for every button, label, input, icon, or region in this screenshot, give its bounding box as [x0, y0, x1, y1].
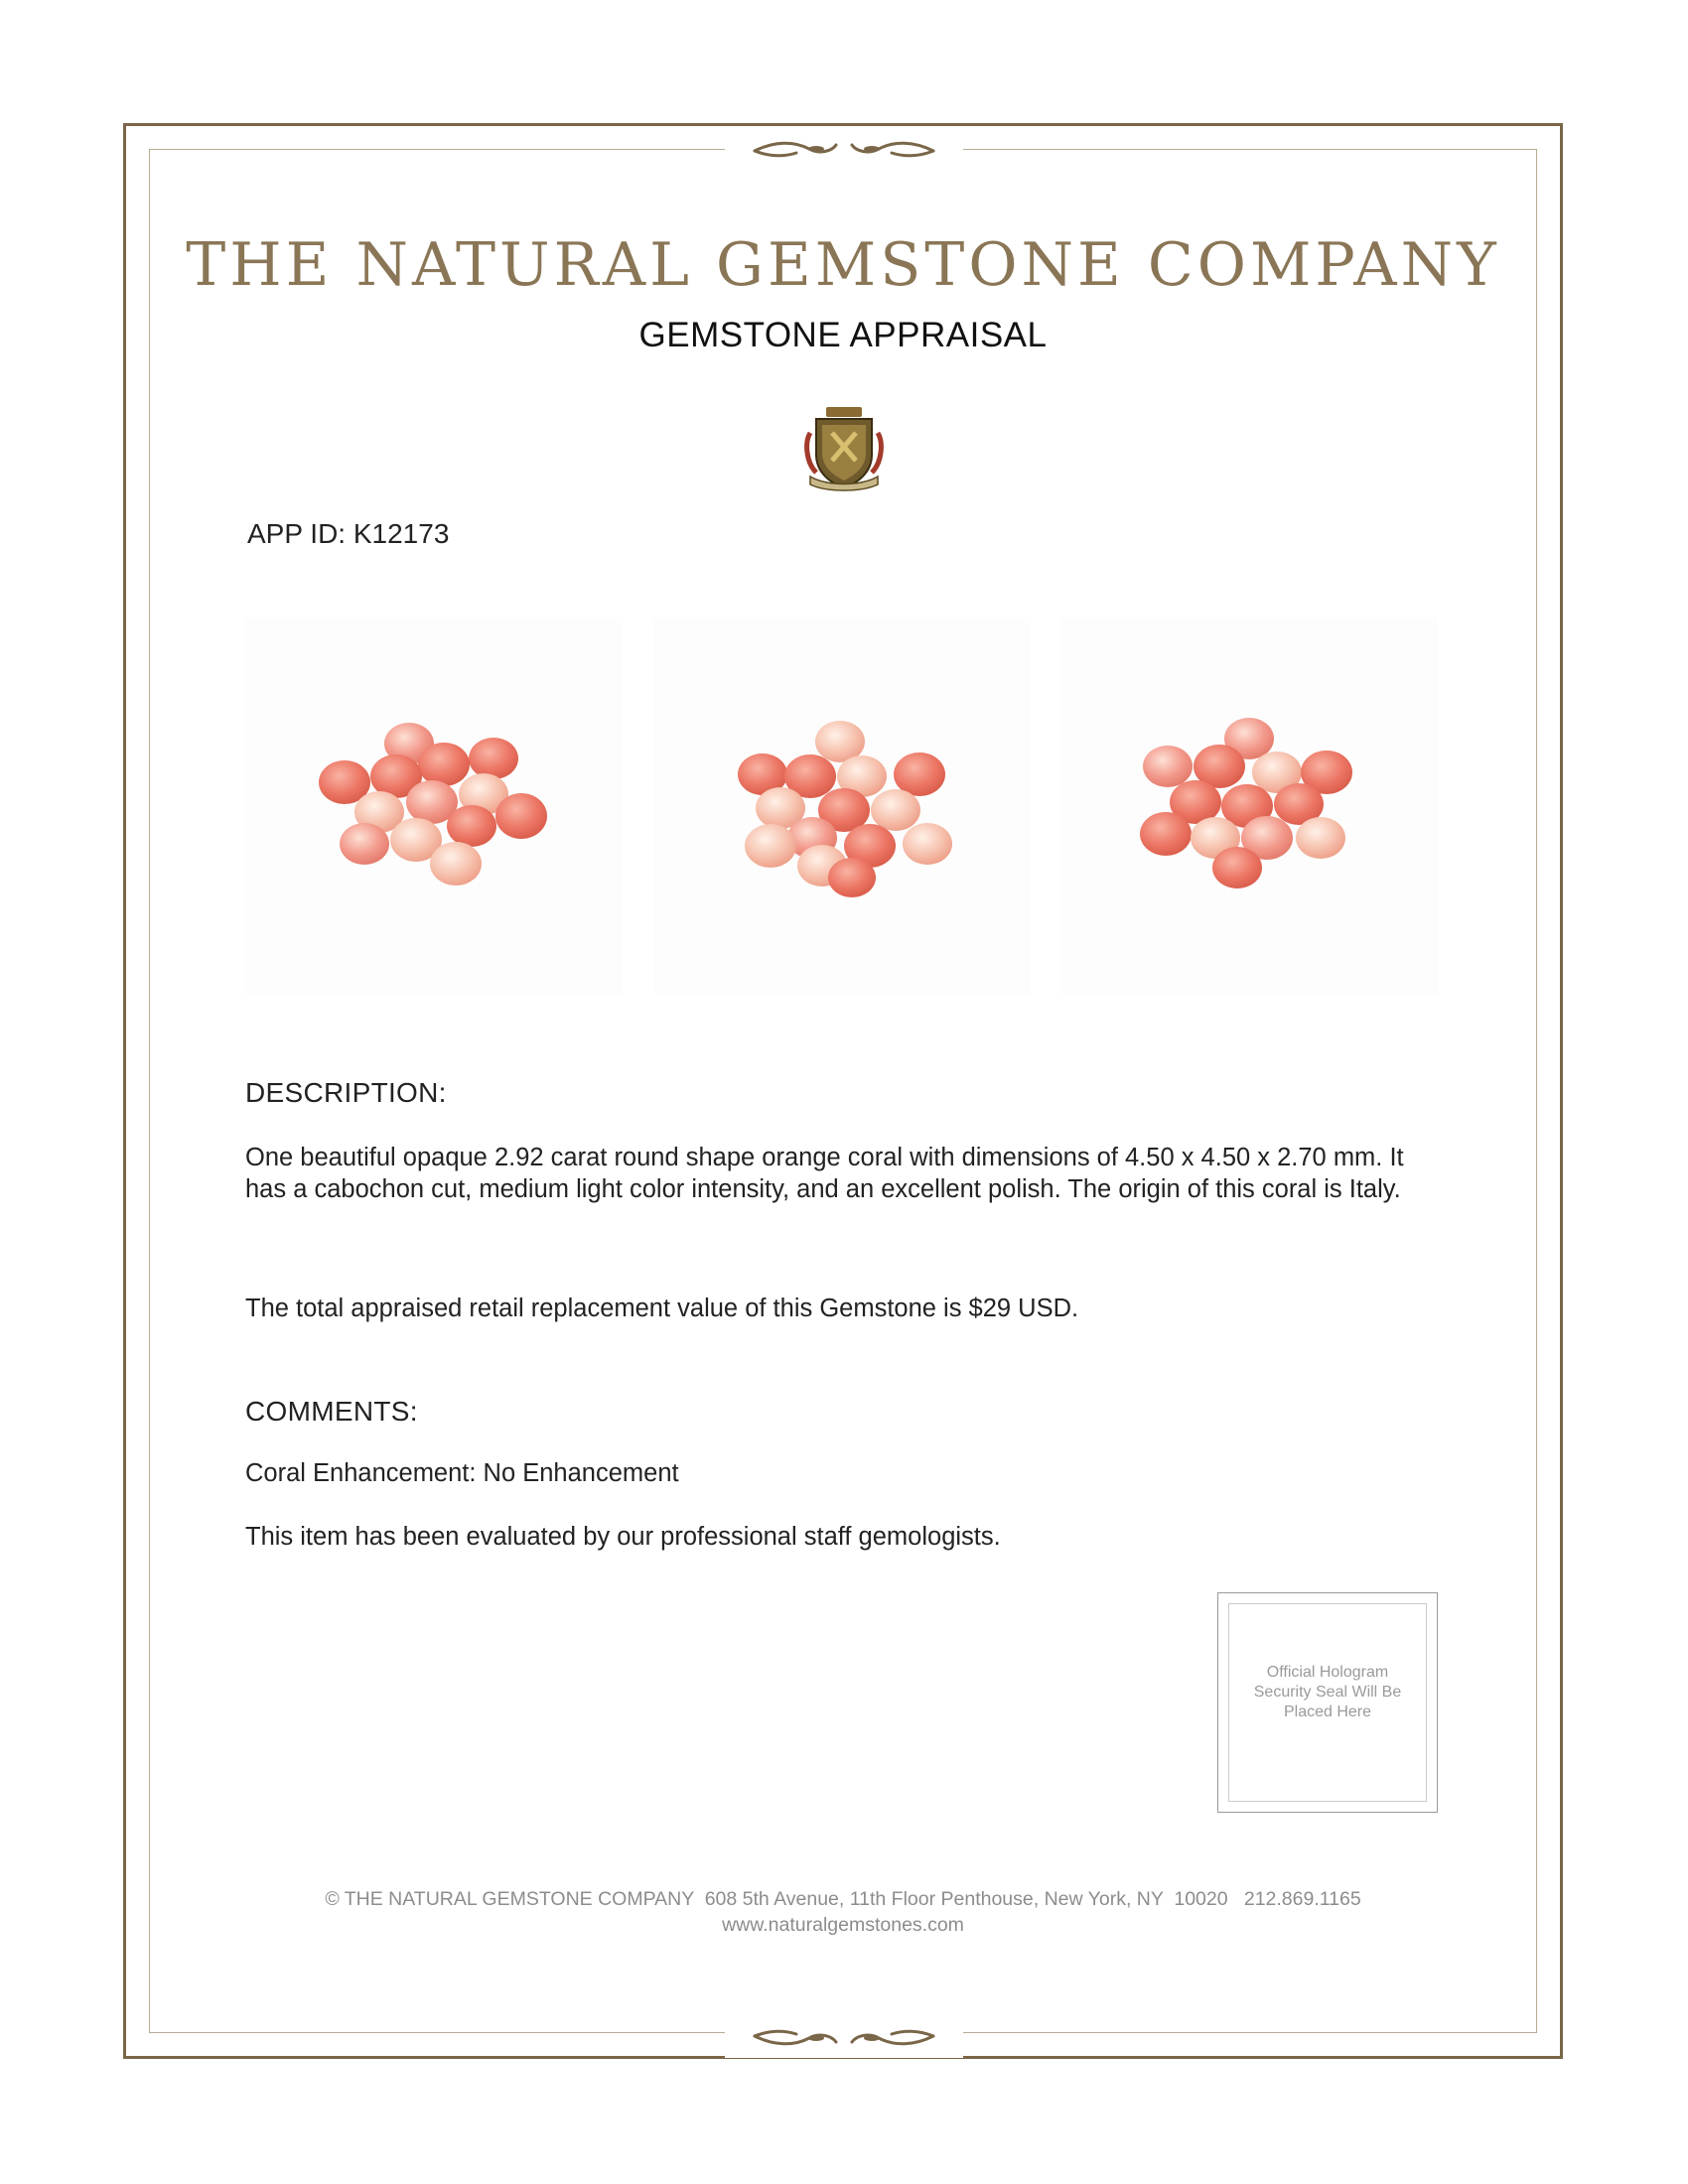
- description-heading: DESCRIPTION:: [245, 1077, 447, 1108]
- hologram-seal-placeholder: [1217, 1592, 1438, 1813]
- company-crest-icon: [802, 403, 886, 494]
- footer-website: www.naturalgemstones.com: [722, 1914, 964, 1936]
- bottom-ornament-icon: [725, 2018, 963, 2058]
- comments-heading: COMMENTS:: [245, 1396, 418, 1427]
- app-id-label: APP ID: K12173: [247, 518, 450, 549]
- description-text: One beautiful opaque 2.92 carat round shape orange coral with dimensions of 4.50 x 4.50 x 2.70 mm. It has a cabochon cut, medium light color intensity, and an excellent polish. The origin of this coral is Italy.: [245, 1144, 1404, 1203]
- appraised-value-text: The total appraised retail replacement value of this Gemstone is $29 USD.: [245, 1295, 1079, 1322]
- document-subtitle: GEMSTONE APPRAISAL: [638, 316, 1048, 354]
- coral-photo-2: [653, 617, 1031, 995]
- coral-photo-3: [1060, 617, 1438, 995]
- footer-address: © THE NATURAL GEMSTONE COMPANY 608 5th Avenue, 11th Floor Penthouse, New York, NY 10020 212.869.1165: [325, 1888, 1361, 1910]
- enhancement-comment: Coral Enhancement: No Enhancement: [245, 1459, 679, 1487]
- top-ornament-icon: [725, 129, 963, 169]
- coral-photo-1: [245, 617, 623, 995]
- evaluation-comment: This item has been evaluated by our professional staff gemologists.: [245, 1523, 1001, 1551]
- seal-text: Official Hologram Security Seal Will Be Placed Here: [1253, 1664, 1402, 1720]
- company-title: THE NATURAL GEMSTONE COMPANY: [186, 230, 1500, 300]
